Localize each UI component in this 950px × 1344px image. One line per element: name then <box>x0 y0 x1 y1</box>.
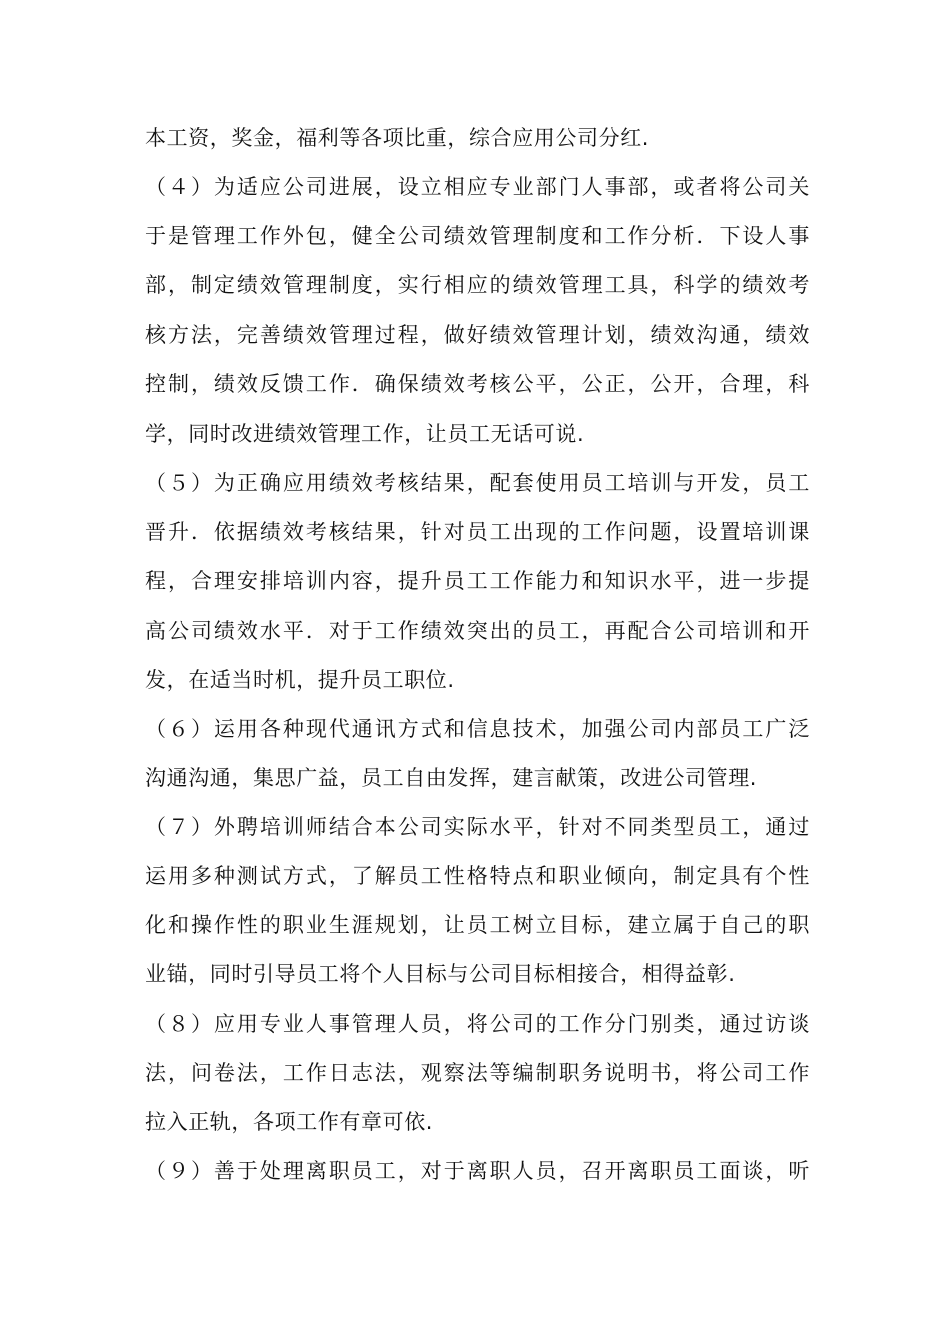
text-line: 化和操作性的职业生涯规划，让员工树立目标，建立属于自己的职 <box>145 913 810 937</box>
text-line: 高公司绩效水平．对于工作绩效突出的员工，再配合公司培训和开 <box>145 619 810 643</box>
paragraph-4-start: （４）为适应公司进展，设立相应专业部门人事部，或者将公司关 <box>145 175 810 199</box>
text-line: 晋升．依据绩效考核结果，针对员工出现的工作问题，设置培训课 <box>145 520 810 544</box>
text-line: 程，合理安排培训内容，提升员工工作能力和知识水平，进一步提 <box>145 569 810 593</box>
text-line: 沟通沟通，集思广益，员工自由发挥，建言献策，改进公司管理. <box>145 766 758 790</box>
text-line: 法，问卷法，工作日志法，观察法等编制职务说明书，将公司工作 <box>145 1061 810 1085</box>
text-line: 发，在适当时机，提升员工职位. <box>145 668 455 692</box>
paragraph-5-start: （５）为正确应用绩效考核结果，配套使用员工培训与开发，员工 <box>145 471 810 495</box>
text-line: 于是管理工作外包，健全公司绩效管理制度和工作分析．下设人事 <box>145 224 810 248</box>
paragraph-6-start: （６）运用各种现代通讯方式和信息技术，加强公司内部员工广泛 <box>145 717 810 741</box>
paragraph-8-start: （８）应用专业人事管理人员，将公司的工作分门别类，通过访谈 <box>145 1012 810 1036</box>
text-line: 业锚，同时引导员工将个人目标与公司目标相接合，相得益彰. <box>145 962 736 986</box>
text-line: 部，制定绩效管理制度，实行相应的绩效管理工具，科学的绩效考 <box>145 273 810 297</box>
text-line: 拉入正轨，各项工作有章可依. <box>145 1110 434 1134</box>
text-line: 运用多种测试方式，了解员工性格特点和职业倾向，制定具有个性 <box>145 864 810 888</box>
text-line: 本工资，奖金，福利等各项比重，综合应用公司分红. <box>145 126 650 150</box>
paragraph-9-start: （９）善于处理离职员工，对于离职人员，召开离职员工面谈，听 <box>145 1159 810 1183</box>
paragraph-7-start: （７）外聘培训师结合本公司实际水平，针对不同类型员工，通过 <box>145 815 810 839</box>
text-line: 核方法，完善绩效管理过程，做好绩效管理计划，绩效沟通，绩效 <box>145 323 810 347</box>
text-line: 控制，绩效反馈工作．确保绩效考核公平，公正，公开，合理，科 <box>145 372 810 396</box>
text-line: 学，同时改进绩效管理工作，让员工无话可说. <box>145 422 585 446</box>
